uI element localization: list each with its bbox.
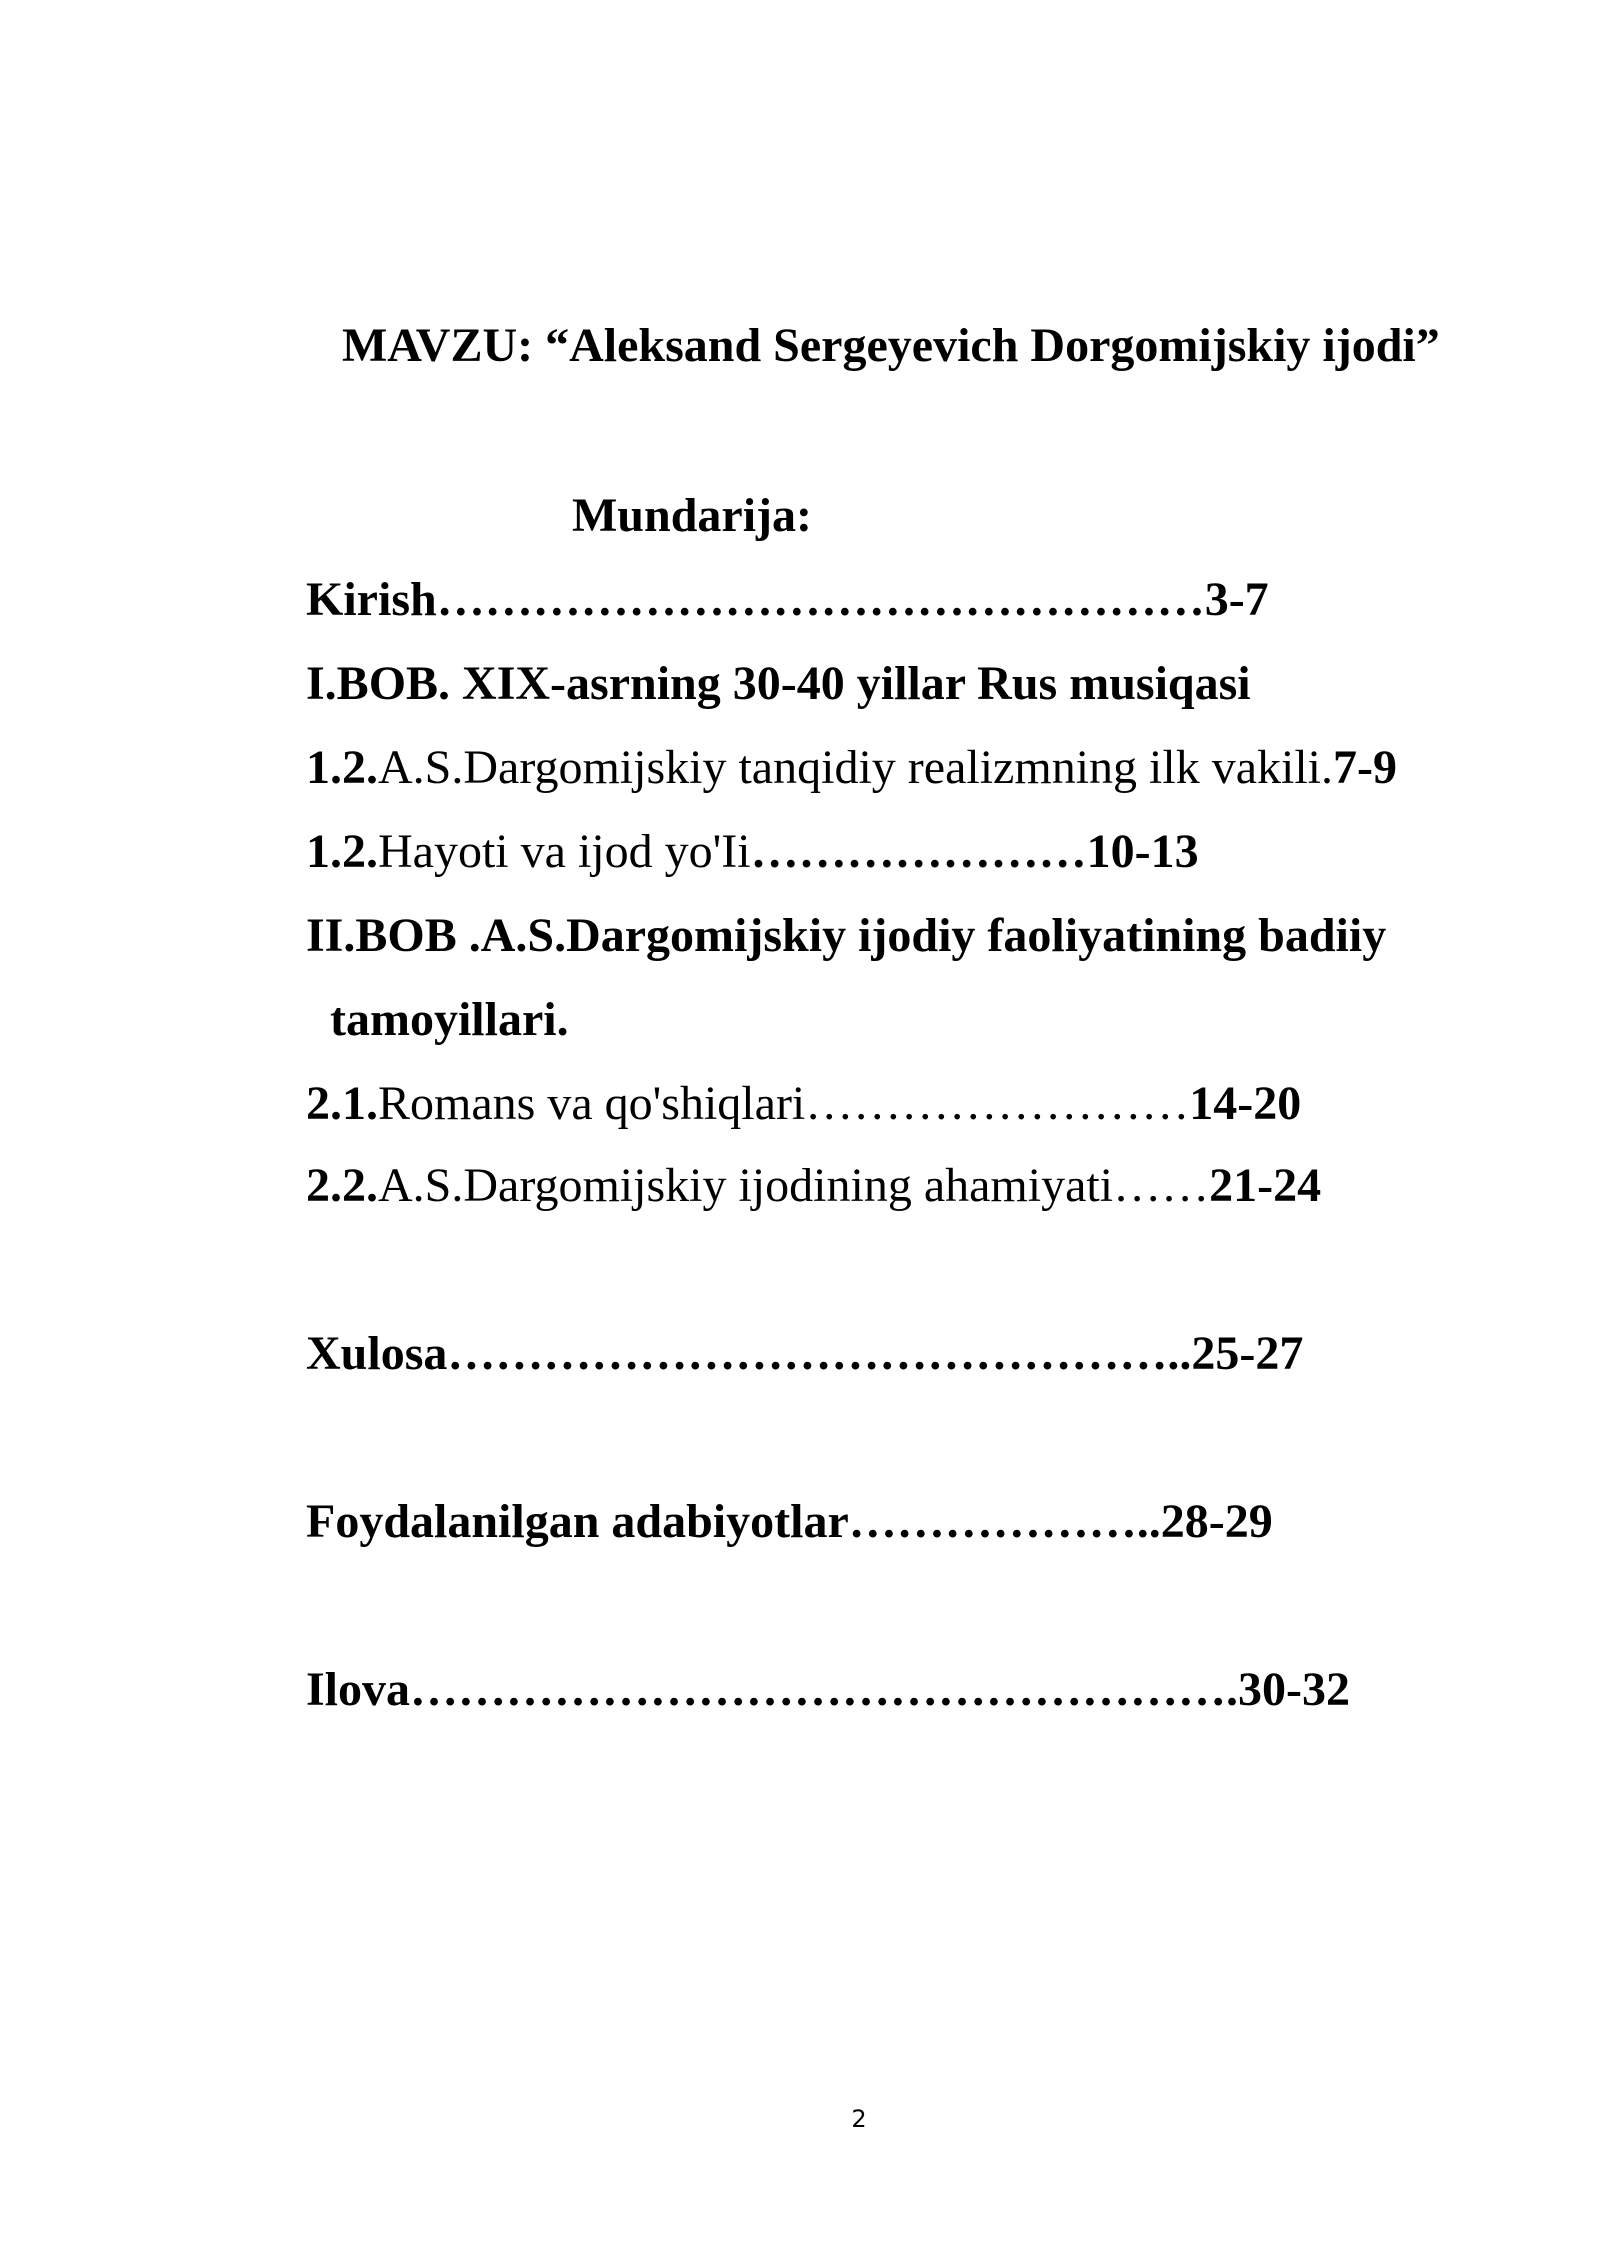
toc-entry-number: 1.2. <box>306 825 378 878</box>
toc-entry-foydalanilgan: Foydalanilgan adabiyotlar………………..28-29 <box>306 1495 1273 1548</box>
toc-entry-1-2-realism <box>306 738 1397 798</box>
toc-entry-number: 2.1. <box>306 1077 378 1130</box>
toc-entry-number: 1.2. <box>306 741 378 794</box>
toc-entry-1-2-life <box>306 822 1199 882</box>
toc-entry-text: A.S.Dargomijskiy ijodining ahamiyati…… <box>378 1159 1210 1212</box>
toc-entry-text: Hayoti va ijod yo'Ii <box>378 825 751 878</box>
toc-entry-pages: 7-9 <box>1333 741 1397 794</box>
page-number: 2 <box>851 2105 867 2133</box>
toc-entry-chapter-2-continued: tamoyillari. <box>330 993 569 1046</box>
toc-entry-pages: 14-20 <box>1189 1077 1302 1130</box>
toc-entry-2-2 <box>306 1156 1321 1216</box>
toc-entry-leader: ………………… <box>750 825 1087 878</box>
toc-entry-xulosa: Xulosa………………………………………..25-27 <box>306 1327 1304 1380</box>
toc-entry-chapter-2: II.BOB .A.S.Dargomijskiy ijodiy faoliyatining badiiy <box>306 909 1387 962</box>
toc-entry-pages: 21-24 <box>1209 1159 1322 1212</box>
toc-entry-ilova: Ilova…………………………………………….30-32 <box>306 1663 1350 1716</box>
toc-entry-pages: 10-13 <box>1086 825 1199 878</box>
toc-entry-number: 2.2. <box>306 1159 378 1212</box>
toc-entry-text: Romans va qo'shiqlari…………………… <box>378 1077 1190 1130</box>
toc-entry-2-1 <box>306 1074 1301 1134</box>
toc-heading: Mundarija: <box>572 489 812 542</box>
document-title: MAVZU: “Aleksand Sergeyevich Dorgomijskiy ijodi” <box>342 319 1440 372</box>
toc-entry-chapter-1: I.BOB. XIX-asrning 30-40 yillar Rus musiqasi <box>306 657 1251 710</box>
toc-entry-kirish: Kirish…………………………………………3-7 <box>306 573 1269 626</box>
toc-entry-text: A.S.Dargomijskiy tanqidiy realizmning ilk vakili. <box>378 741 1334 794</box>
